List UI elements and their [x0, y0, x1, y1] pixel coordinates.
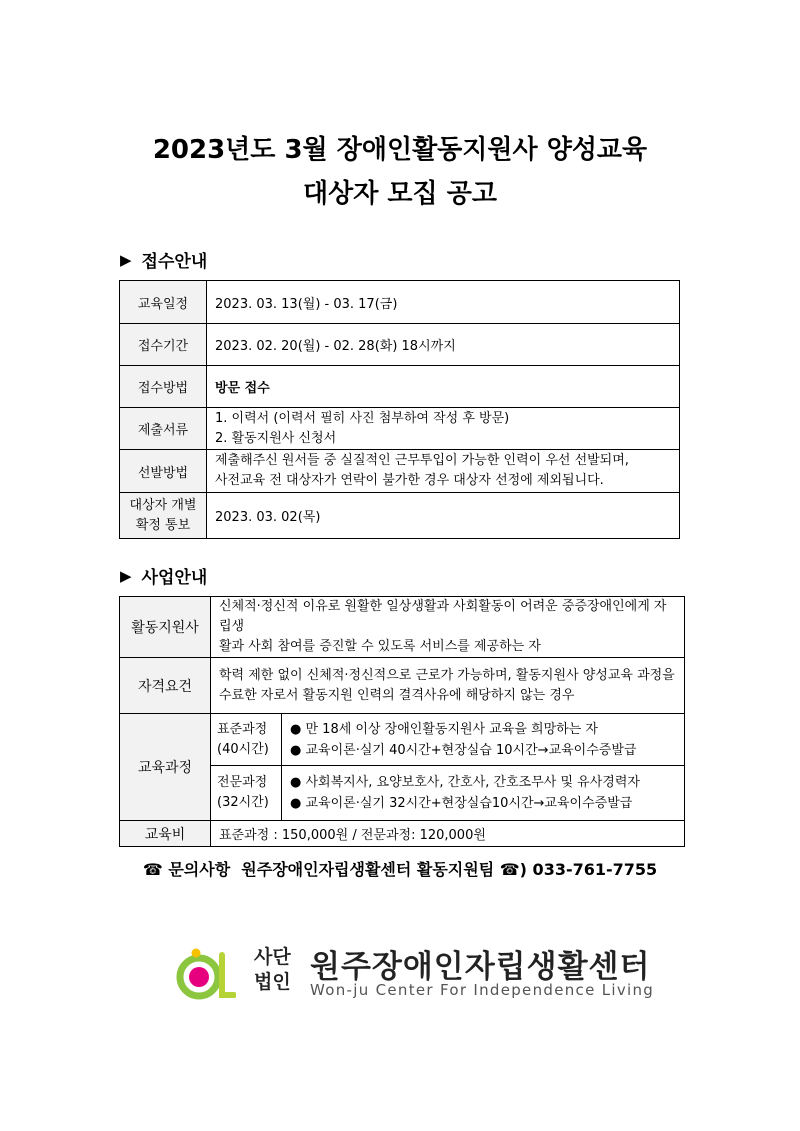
list-item — [290, 793, 676, 814]
table-row — [120, 366, 680, 408]
logo-corp-line: 사단 — [254, 946, 291, 968]
row-value — [211, 658, 685, 714]
course-name: 표준과정 — [217, 721, 268, 737]
row-value — [207, 450, 680, 493]
table-row — [120, 597, 685, 658]
list-item — [290, 719, 676, 740]
list-item — [290, 772, 676, 793]
organization-logo — [176, 945, 655, 1005]
business-heading-text: 사업안내 — [141, 568, 208, 588]
contact-text: 문의사항 원주장애인자립생활센터 활동지원팀 ☎) 033-761-7755 — [168, 860, 658, 879]
row-label-line: 확정 통보 — [135, 517, 191, 533]
table-row — [120, 821, 685, 847]
table-row — [120, 281, 680, 324]
course-name: 전문과정 — [217, 775, 268, 790]
table-row — [120, 408, 680, 450]
title-line-1: 2023년도 3월 장애인활동지원사 양성교육 — [152, 135, 648, 165]
row-value: 2023. 03. 02(목) — [207, 493, 680, 539]
reception-table — [119, 280, 680, 539]
row-label: 교육비 — [120, 821, 211, 847]
selection-line: 제출해주신 원서들 중 실질적인 근무투입이 가능한 인력이 우선 선발되며, — [215, 453, 629, 468]
qualification-line: 학력 제한 없이 신체적·정신적으로 근로가 가능하며, 활동지원사 양성교육 과정을 — [219, 667, 675, 683]
business-heading — [120, 563, 207, 588]
table-row — [120, 658, 685, 714]
row-label: 활동지원사 — [120, 597, 211, 658]
bullet-text: 교육이론·실기 40시간+현장실습 10시간→교육이수증발급 — [305, 742, 637, 758]
row-value: 표준과정 : 150,000원 / 전문과정: 120,000원 — [211, 821, 685, 847]
logo-name: 원주장애인자립생활센터 — [310, 949, 651, 985]
row-label: 접수방법 — [120, 366, 207, 408]
table-row — [120, 493, 680, 539]
professional-course-detail — [282, 766, 685, 821]
professional-course — [211, 766, 282, 821]
qualification-line: 수료한 자로서 활동지원 인력의 결격사유에 해당하지 않는 경우 — [219, 687, 575, 703]
triangle-right-icon: ▶ — [120, 566, 132, 585]
bullet-icon: ● — [290, 796, 302, 811]
standard-course-detail — [282, 714, 685, 766]
bullet-text: 사회복지사, 요양보호사, 간호사, 간호조무사 및 유사경력자 — [305, 775, 640, 790]
bullet-icon: ● — [290, 742, 302, 758]
course-hours: (32시간) — [217, 795, 269, 810]
logo-corp-line: 법인 — [254, 971, 291, 993]
center-logo-icon — [176, 945, 236, 1003]
reception-heading-text: 접수안내 — [141, 252, 208, 272]
row-value — [207, 408, 680, 450]
logo-corporation-label — [254, 945, 291, 995]
document-item: 2. 활동지원사 신청서 — [215, 430, 337, 446]
logo-english-name: Won-ju Center For Independence Living — [310, 981, 655, 999]
row-label: 접수기간 — [120, 324, 207, 366]
row-value: 2023. 03. 13(월) - 03. 17(금) — [207, 281, 680, 324]
title-line-2: 대상자 모집 공고 — [303, 179, 497, 209]
row-label: 교육일정 — [120, 281, 207, 324]
standard-course — [211, 714, 282, 766]
bullet-icon: ● — [290, 721, 302, 737]
bullet-text: 만 18세 이상 장애인활동지원사 교육을 희망하는 자 — [305, 721, 598, 737]
course-hours: (40시간) — [217, 741, 269, 757]
row-label-line: 대상자 개별 — [129, 497, 197, 513]
table-row — [120, 324, 680, 366]
row-value — [211, 597, 685, 658]
triangle-right-icon: ▶ — [120, 250, 132, 269]
table-row — [120, 714, 685, 766]
row-value: 방문 접수 — [207, 366, 680, 408]
bullet-text: 교육이론·실기 32시간+현장실습10시간→교육이수증발급 — [305, 796, 633, 811]
selection-line: 사전교육 전 대상자가 연락이 불가한 경우 대상자 선정에 제외됩니다. — [215, 473, 604, 488]
contact-info — [0, 857, 800, 880]
row-label: 교육과정 — [120, 714, 211, 821]
document-item: 1. 이력서 (이력서 필히 사진 첨부하여 작성 후 방문) — [215, 410, 510, 426]
telephone-icon: ☎ — [142, 860, 163, 879]
reception-heading — [120, 247, 207, 272]
business-table — [119, 596, 685, 847]
assistant-line: 신체적·정신적 이유로 원활한 일상생활과 사회활동이 어려운 중증장애인에게 자립생 — [219, 599, 667, 634]
row-value: 2023. 02. 20(월) - 02. 28(화) 18시까지 — [207, 324, 680, 366]
assistant-line: 활과 사회 참여를 증진할 수 있도록 서비스를 제공하는 자 — [219, 639, 541, 654]
row-label: 선발방법 — [120, 450, 207, 493]
list-item — [290, 740, 676, 761]
row-label — [120, 493, 207, 539]
table-row — [120, 450, 680, 493]
row-label: 제출서류 — [120, 408, 207, 450]
page-title — [0, 128, 800, 216]
row-label: 자격요건 — [120, 658, 211, 714]
bullet-icon: ● — [290, 775, 302, 790]
